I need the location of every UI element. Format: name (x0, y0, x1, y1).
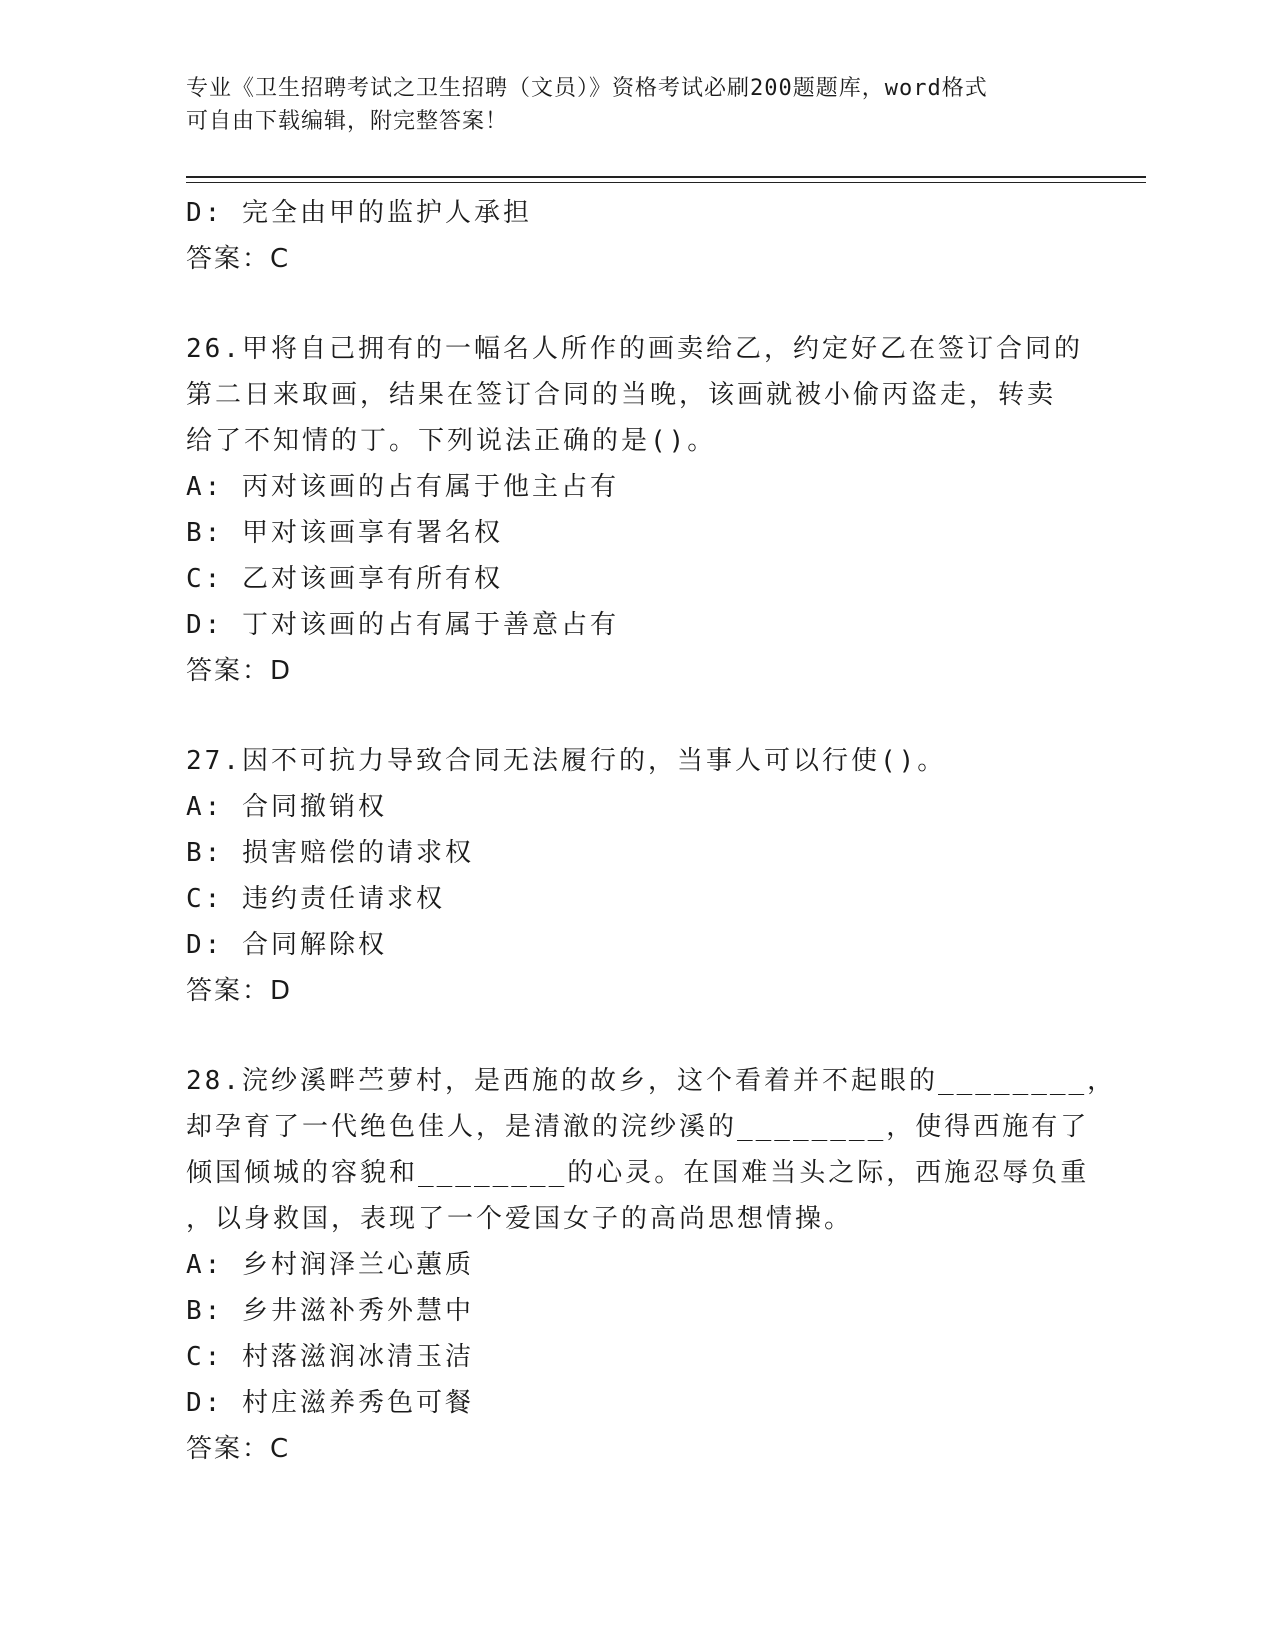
prev-answer: 答案：C (186, 244, 291, 274)
question-26-option-a: A: 丙对该画的占有属于他主占有 (186, 472, 619, 502)
question-28-line-2: 却孕育了一代绝色佳人，是清澈的浣纱溪的________，使得西施有了 (186, 1112, 1090, 1142)
question-28-option-d: D: 村庄滋养秀色可餐 (186, 1388, 474, 1418)
question-27-option-c: C: 违约责任请求权 (186, 884, 445, 914)
question-28-answer: 答案：C (186, 1434, 291, 1464)
header-line-2: 可自由下载编辑，附完整答案！ (186, 109, 509, 134)
prev-option-d: D: 完全由甲的监护人承担 (186, 198, 532, 228)
question-27-option-a: A: 合同撤销权 (186, 792, 387, 822)
question-28-option-b: B: 乡井滋补秀外慧中 (186, 1296, 474, 1326)
header-rule-thin (186, 182, 1146, 183)
question-28-line-3: 倾国倾城的容貌和________的心灵。在国难当头之际，西施忍辱负重 (186, 1158, 1090, 1188)
question-28 (186, 1058, 1117, 1472)
question-27-answer: 答案：D (186, 976, 293, 1006)
question-26-line-2: 第二日来取画，结果在签订合同的当晚，该画就被小偷丙盗走，转卖 (186, 380, 1057, 410)
question-26 (186, 326, 1083, 694)
question-28-option-c: C: 村落滋润冰清玉洁 (186, 1342, 474, 1372)
question-27 (186, 738, 1066, 1014)
question-26-line-1: 26.甲将自己拥有的一幅名人所作的画卖给乙，约定好乙在签订合同的 (186, 334, 1083, 364)
question-28-option-a: A: 乡村润泽兰心蕙质 (186, 1250, 474, 1280)
question-27-option-b: B: 损害赔偿的请求权 (186, 838, 474, 868)
question-26-answer: 答案：D (186, 656, 293, 686)
question-26-line-3: 给了不知情的丁。下列说法正确的是()。 (186, 426, 717, 456)
header-line-1: 专业《卫生招聘考试之卫生招聘（文员）》资格考试必刷200题题库，word格式 (186, 76, 988, 101)
question-26-option-d: D: 丁对该画的占有属于善意占有 (186, 610, 619, 640)
header-rule-thick (186, 176, 1146, 178)
document-header (186, 72, 1066, 138)
question-content (186, 190, 1117, 1472)
question-27-line-1: 27.因不可抗力导致合同无法履行的，当事人可以行使()。 (186, 746, 947, 776)
question-26-option-c: C: 乙对该画享有所有权 (186, 564, 503, 594)
question-28-line-4: ，以身救国，表现了一个爱国女子的高尚思想情操。 (186, 1204, 854, 1234)
question-28-line-1: 28.浣纱溪畔苎萝村，是西施的故乡，这个看着并不起眼的________， (186, 1066, 1117, 1096)
question-27-option-d: D: 合同解除权 (186, 930, 387, 960)
question-26-option-b: B: 甲对该画享有署名权 (186, 518, 503, 548)
